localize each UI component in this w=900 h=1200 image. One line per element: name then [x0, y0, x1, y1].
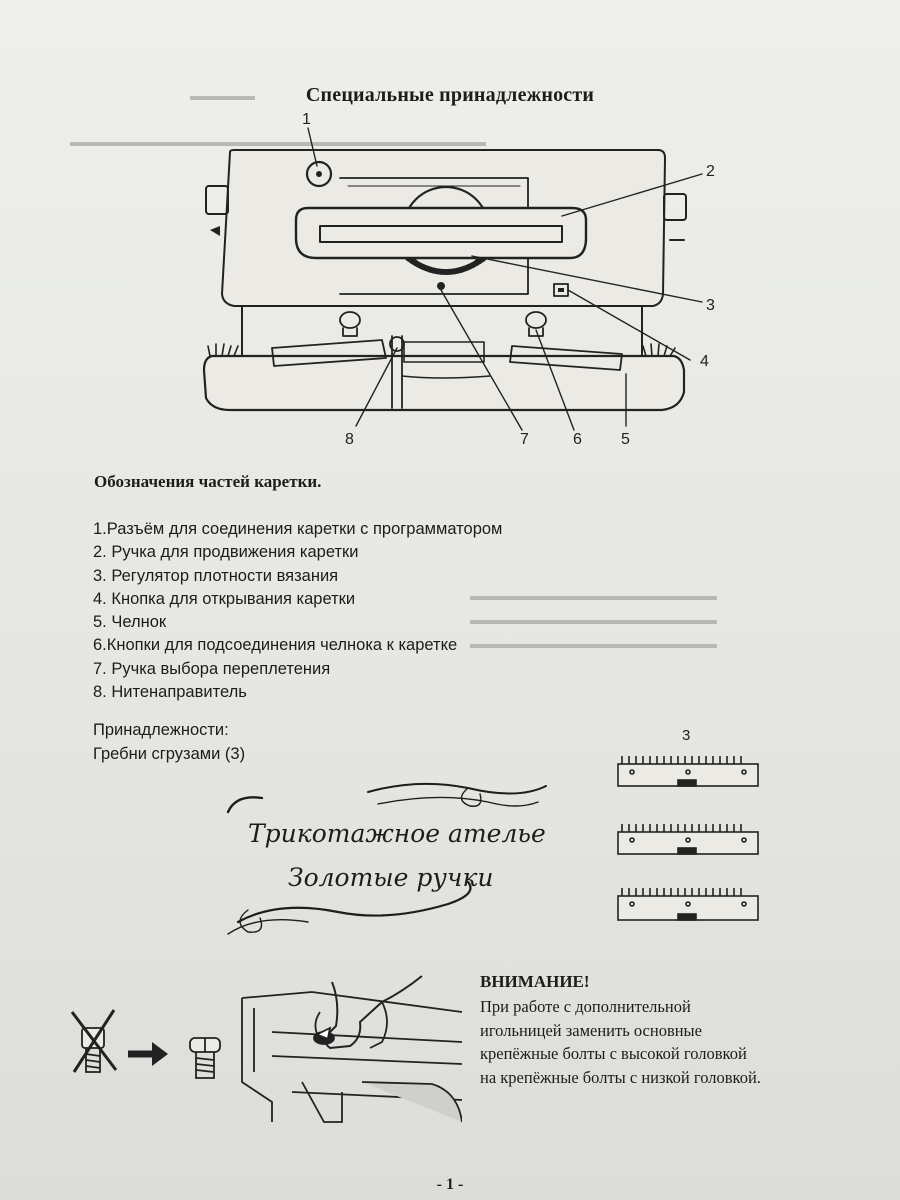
list-item: 7. Ручка выбора переплетения — [93, 659, 331, 678]
callout-4: 4 — [700, 353, 709, 370]
list-item: 4. Кнопка для открывания каретки — [93, 589, 356, 608]
parts-list — [93, 518, 502, 704]
warning-title: ВНИМАНИЕ! — [480, 972, 590, 991]
callout-2: 2 — [706, 163, 715, 180]
callout-1: 1 — [302, 111, 311, 128]
callout-5: 5 — [621, 431, 630, 448]
accessories-heading: Принадлежности: — [93, 721, 229, 739]
list-item: 2. Ручка для продвижения каретки — [93, 543, 359, 562]
logo-line-2: Золотые ручки — [288, 863, 494, 892]
bleed-through: ▬▬▬▬▬ — [190, 88, 255, 103]
bolt-installation-illustration — [232, 972, 462, 1132]
list-item: 6.Кнопки для подсоединения челнока к каретке — [93, 636, 458, 655]
comb — [618, 824, 758, 854]
list-item: 1.Разъём для соединения каретки с программатором — [93, 520, 503, 538]
callout-3: 3 — [706, 297, 715, 314]
comb — [618, 756, 758, 786]
callout-6: 6 — [573, 431, 582, 448]
low-head-bolt-icon — [190, 1038, 220, 1078]
bleed-through: ▬▬▬▬▬▬▬▬▬▬▬▬▬▬▬▬▬▬▬ — [470, 588, 717, 603]
high-head-bolt-icon — [72, 1010, 116, 1072]
list-item: 8. Нитенаправитель — [93, 683, 247, 702]
warning-text — [480, 995, 860, 1089]
page-title: Специальные принадлежности — [305, 84, 595, 106]
carriage-diagram — [190, 108, 730, 453]
callout-7: 7 — [520, 431, 529, 448]
parts-heading: Обозначения частей каретки. — [94, 472, 322, 491]
bleed-through: ▬▬▬▬▬▬▬▬▬▬▬▬▬▬▬▬▬▬▬ — [470, 612, 717, 627]
arrow-right-icon — [152, 1042, 168, 1066]
warning-line: При работе с дополнительной — [480, 997, 691, 1016]
accessories-item: Гребни сгрузами (3) — [93, 745, 246, 763]
list-item: 3. Регулятор плотности вязания — [93, 566, 339, 585]
atelier-logo — [218, 782, 558, 942]
combs-illustration — [612, 724, 772, 924]
bleed-through: ▬▬▬▬▬▬▬▬▬▬▬▬▬▬▬▬▬▬▬ — [470, 636, 717, 651]
logo-line-1: Трикотажное ателье — [248, 819, 546, 848]
list-item: 5. Челнок — [93, 613, 167, 632]
warning-line: игольницей заменить основные — [480, 1020, 702, 1040]
bleed-through: ▬▬▬▬▬▬▬▬▬▬▬▬▬▬▬▬▬▬▬▬▬▬▬▬▬▬▬▬▬▬▬▬ — [70, 134, 486, 149]
page-number: - 1 - — [436, 1176, 464, 1193]
warning-line: крепёжные болты с высокой головкой — [480, 1044, 747, 1063]
warning-line: на крепёжные болты с низкой головкой. — [480, 1067, 761, 1087]
comb — [618, 888, 758, 920]
bolts-illustration — [68, 1002, 238, 1092]
combs-label: 3 — [682, 727, 691, 744]
callout-8: 8 — [345, 431, 354, 448]
